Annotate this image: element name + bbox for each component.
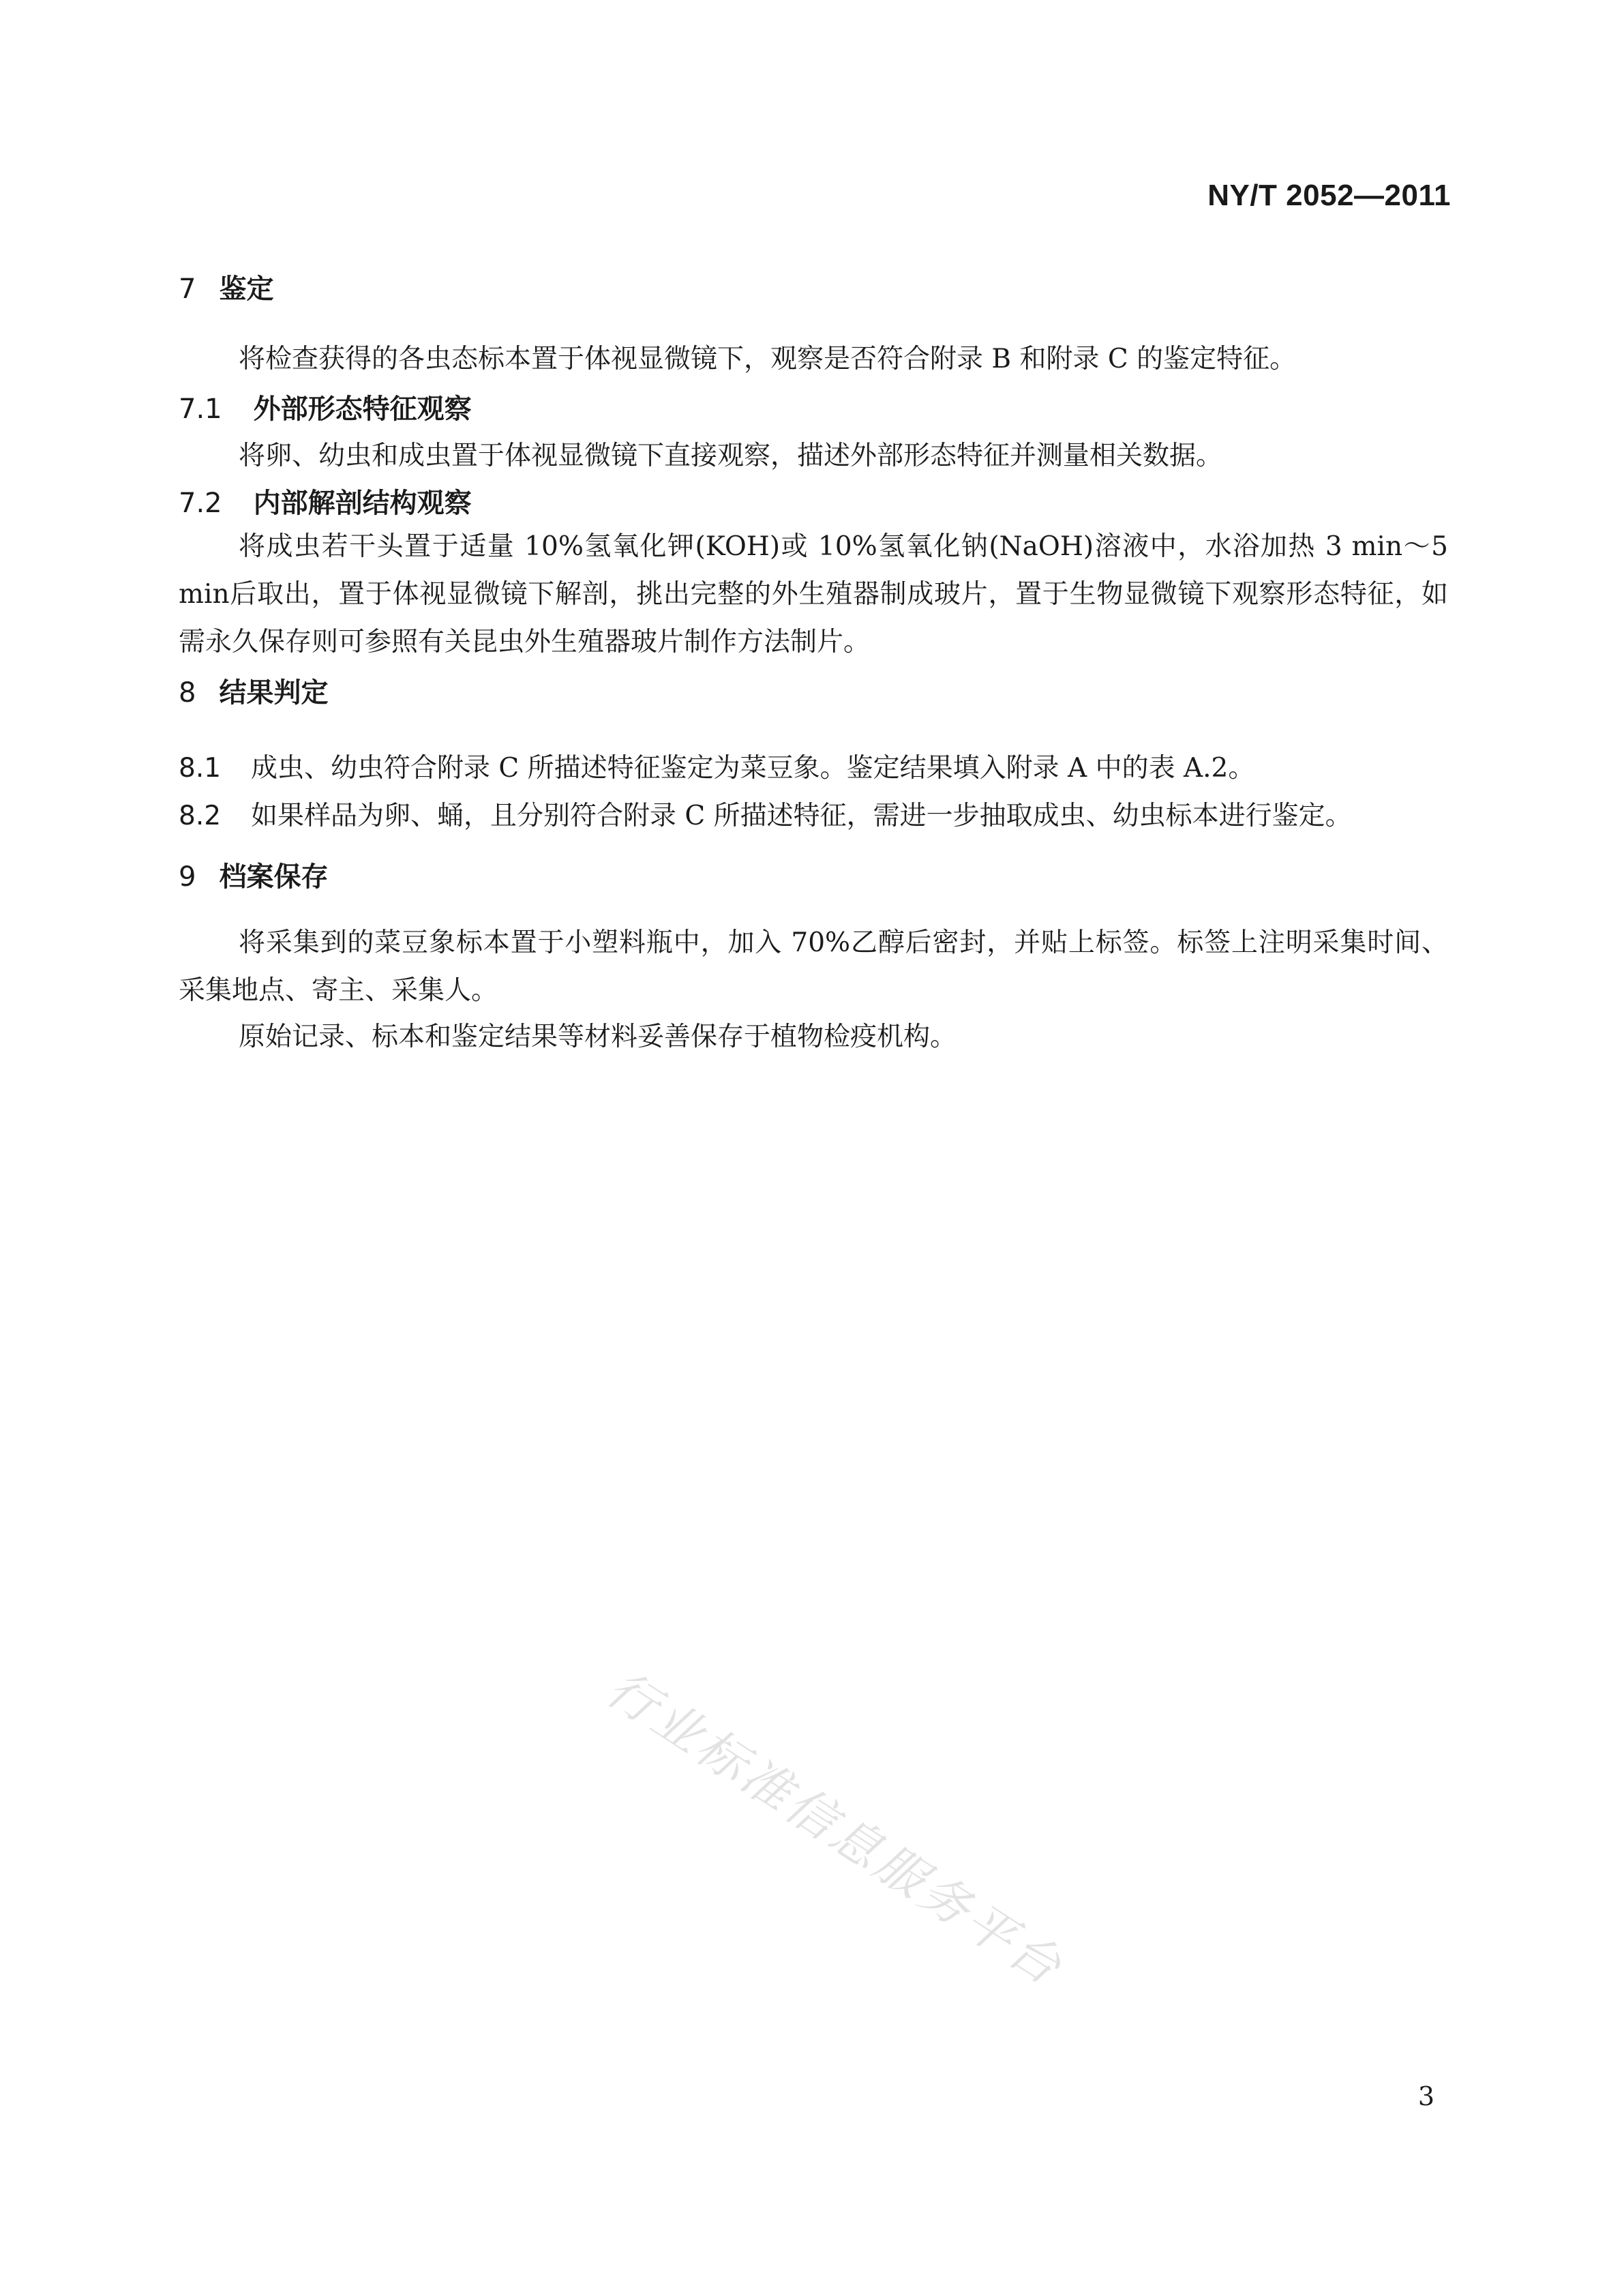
clause-8-2-number: 8.2 (179, 801, 222, 831)
section-9-para-1: 将采集到的菜豆象标本置于小塑料瓶中，加入 70%乙醇后密封，并贴上标签。标签上注明采集时间、采集地点、寄主、采集人。 (179, 927, 1448, 1006)
section-9-para-2: 原始记录、标本和鉴定结果等材料妥善保存于植物检疫机构。 (239, 1022, 957, 1052)
section-9-number: 9 (179, 861, 196, 893)
standard-code: NY/T 2052—2011 (1207, 179, 1451, 212)
section-7-1-heading (179, 390, 472, 428)
clause-8-1-text: 成虫、幼虫符合附录 C 所描述特征鉴定为菜豆象。鉴定结果填入附录 A 中的表 A.2。 (251, 753, 1255, 784)
clause-8-1 (179, 745, 1448, 792)
section-8-heading (179, 674, 328, 712)
section-7-2-text: 将成虫若干头置于适量 10%氢氧化钾(KOH)或 10%氢氧化钠(NaOH)溶液中，水浴加热 3 min～5 min后取出，置于体视显微镜下解剖，挑出完整的外生殖器制成玻片，置于生物显微镜下观察形态特征，如需永久保存则可参照有关昆虫外生殖器玻片制作方法制片。 (179, 531, 1448, 657)
clause-8-2 (179, 792, 1448, 840)
section-7-2-heading (179, 484, 472, 522)
section-7-2-title: 内部解剖结构观察 (253, 488, 472, 519)
section-7-number: 7 (179, 273, 196, 305)
section-9-heading (179, 858, 328, 896)
clause-8-2-text: 如果样品为卵、蛹，且分别符合附录 C 所描述特征，需进一步抽取成虫、幼虫标本进行鉴定。 (251, 801, 1352, 831)
clause-8-1-number: 8.1 (179, 753, 222, 784)
section-8-number: 8 (179, 677, 196, 709)
section-7-1-number: 7.1 (179, 393, 222, 425)
section-9-title: 档案保存 (219, 861, 329, 893)
watermark: 行业标准信息服务平台 (597, 1659, 1074, 1997)
section-7-2-number: 7.2 (179, 488, 222, 519)
section-7-1-text: 将卵、幼虫和成虫置于体视显微镜下直接观察，描述外部形态特征并测量相关数据。 (239, 441, 1223, 471)
section-8-title: 结果判定 (219, 677, 329, 709)
section-7-title: 鉴定 (219, 273, 274, 305)
section-7-heading (179, 270, 273, 308)
section-7-intro: 将检查获得的各虫态标本置于体视显微镜下，观察是否符合附录 B 和附录 C 的鉴定特征。 (239, 344, 1297, 374)
page-number: 3 (1417, 2081, 1434, 2111)
section-7-1-title: 外部形态特征观察 (253, 393, 472, 425)
